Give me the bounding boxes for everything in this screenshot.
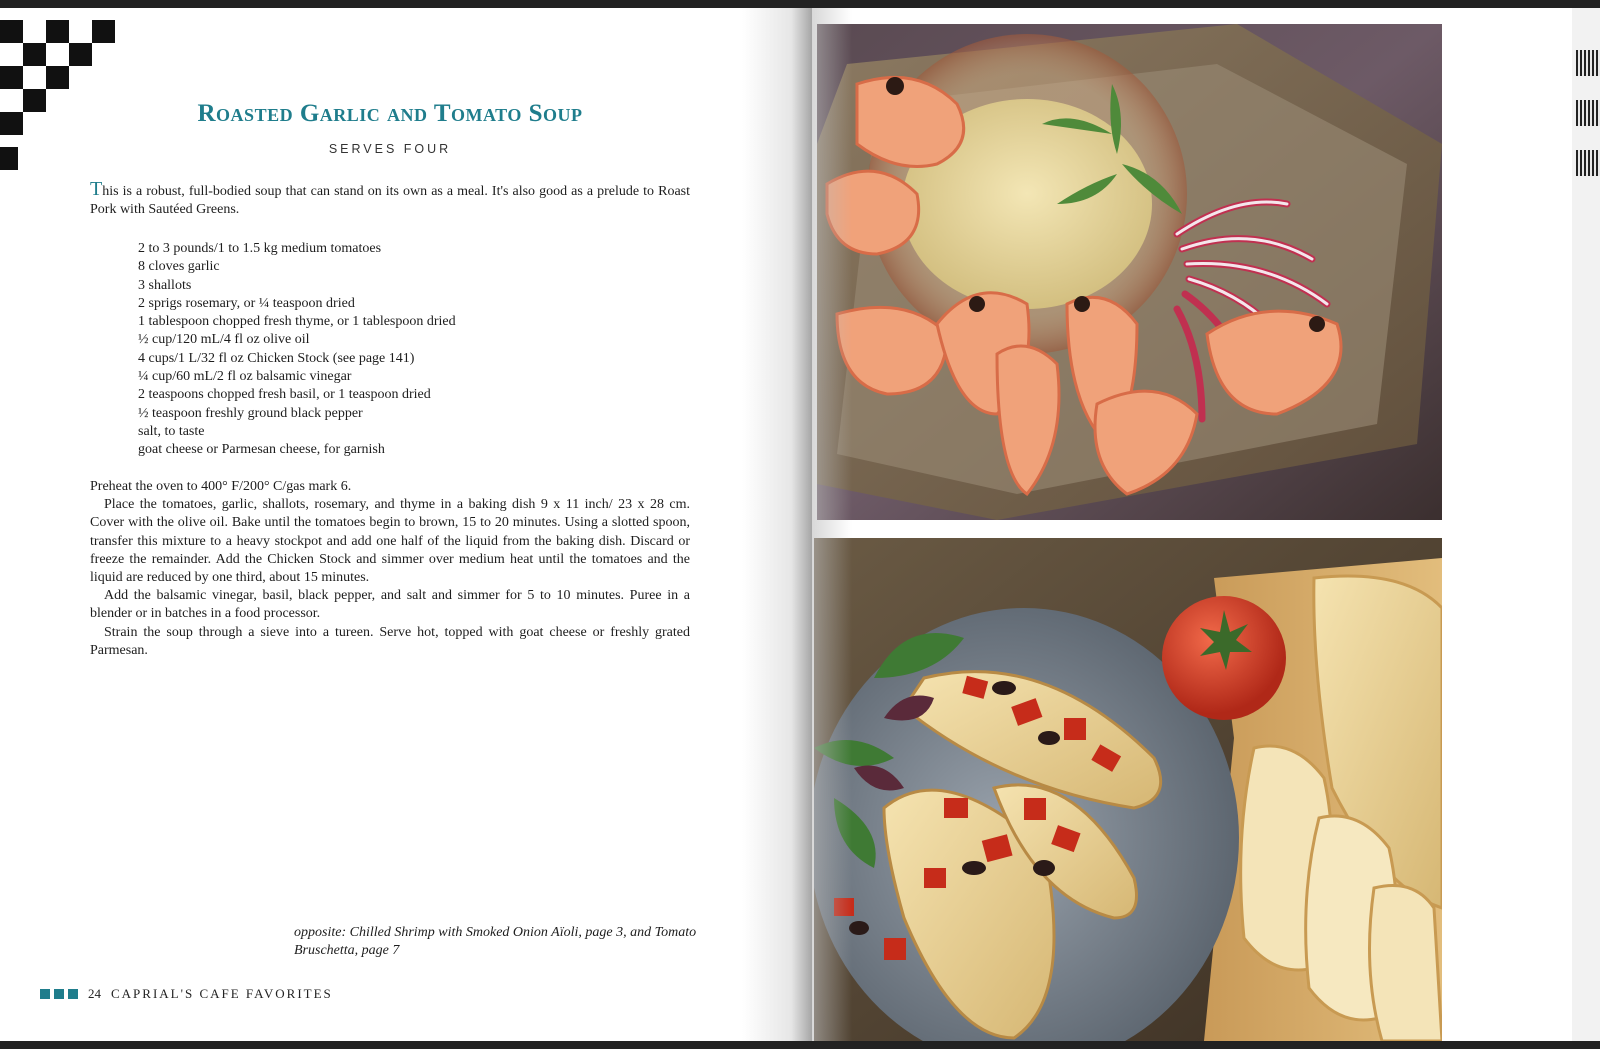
intro-text: his is a robust, full-bodied soup that can stand on its own as a meal. It's also good as a prelude to Roast Pork with Sautéed Greens. [90,184,690,217]
method-paragraph: Place the tomatoes, garlic, shallots, rosemary, and thyme in a baking dish 9 x 11 inch/ 23 x 28 cm. Cover with the olive oil. Bake until the tomatoes begin to brown, 15 to 20 minutes. Using a slotted spoon, transfer this mixture to a heavy stockpot and add one half of the liquid from the baking dish. Discard or freeze the remainder. Add the Chicken Stock and simmer over medium heat until the tomatoes and the liquid are reduced by one third, about 15 minutes. [90,497,690,586]
recipe-method [90,478,690,660]
page-edge-marker [1576,50,1600,76]
right-page [812,8,1572,1041]
method-paragraph: Preheat the oven to 400° F/200° C/gas mark 6. [90,479,352,494]
footer-square-icon [54,989,64,999]
recipe-title: Roasted Garlic and Tomato Soup [197,100,583,127]
recipe-serves: SERVES FOUR [328,142,452,156]
gutter-shadow [812,8,852,1041]
ingredient-item: ½ cup/120 mL/4 fl oz olive oil [138,332,310,348]
ingredient-item: 1 tablespoon chopped fresh thyme, or 1 tablespoon dried [138,314,456,330]
ingredient-item: 2 sprigs rosemary, or ¼ teaspoon dried [138,295,355,311]
left-page [0,8,812,1041]
next-page-edge [1572,8,1600,1041]
page-edge-marker [1576,150,1600,176]
ingredient-item: 8 cloves garlic [138,259,220,275]
ingredient-item: 2 teaspoons chopped fresh basil, or 1 teaspoon dried [138,387,431,403]
gutter-shadow [742,8,812,1041]
ingredient-list [138,240,698,460]
ingredient-item: ¼ cup/60 mL/2 fl oz balsamic vinegar [138,369,352,385]
ingredient-item: 2 to 3 pounds/1 to 1.5 kg medium tomatoes [138,241,382,256]
ingredient-item: ½ teaspoon freshly ground black pepper [138,405,363,421]
page-edge-marker [1576,100,1600,126]
page-number: 24 [88,986,101,1001]
photo-caption: opposite: Chilled Shrimp with Smoked Onion Aïoli, page 3, and Tomato Bruschetta, page 7 [294,925,697,958]
method-paragraph: Add the balsamic vinegar, basil, black pepper, and salt and simmer for 5 to 10 minutes. Puree in a blender or in batches in a food processor. [90,588,690,622]
footer-square-icon [68,989,78,999]
ingredient-item: 4 cups/1 L/32 fl oz Chicken Stock (see page 141) [138,350,415,366]
footer-square-icon [40,989,50,999]
ingredient-item: goat cheese or Parmesan cheese, for garnish [138,442,385,458]
page-footer [40,986,333,1002]
recipe-intro [90,178,690,219]
ingredient-item: salt, to taste [138,423,205,439]
tomato-bruschetta-photo [814,538,1442,1041]
ingredient-item: 3 shallots [138,277,192,293]
shrimp-aioli-photo [817,24,1442,520]
intro-dropcap: T [90,178,103,200]
method-paragraph: Strain the soup through a sieve into a tureen. Serve hot, topped with goat cheese or freshly grated Parmesan. [90,624,690,658]
running-footer: CAPRIAL'S CAFE FAVORITES [111,986,333,1001]
